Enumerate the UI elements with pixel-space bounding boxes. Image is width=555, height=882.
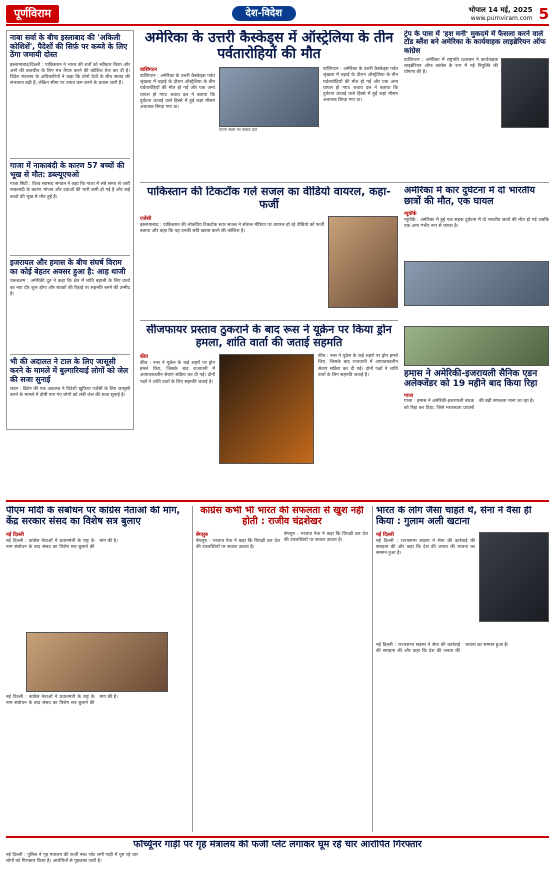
center-main-body-cont: वाशिंगटन : अमेरिका के उत्तरी कैस्केड्स पर्वत श्रृंखला में चढ़ाई के दौरान ऑस्ट्रेलिया के तीन पर्वतारोहियों की मौत हो गई और एक अन्य घायल हो गया। बचाव दल ने बताया कि दुर्घटना ऊंचाई वाले हिस्से में हुई जहां मौसम अचानक बिगड़ गया था। xyxy=(323,67,398,104)
official-portrait-photo xyxy=(501,58,549,128)
tiktok-star-photo xyxy=(328,216,398,308)
center-third-headline[interactable]: सीजफायर प्रस्ताव ठुकराने के बाद रूस ने यूक्रेन पर किया ड्रोन हमला, शांति वार्ता की जताई सहमति xyxy=(146,324,392,349)
left-mid-body: गाजा सिटी : विश्व स्वास्थ्य संगठन ने कहा कि गाजा में लंबे समय से जारी नाकाबंदी के कारण भोजन और दवाओं की भारी कमी हो गई है और कई बच्चों की भूख से मौत हुई है। xyxy=(10,182,130,200)
footer-body: नई दिल्ली : पुलिस ने गृह मंत्रालय की फर्जी नंबर प्लेट लगी गाड़ी में घूम रहे चार लोगों को गिरफ्तार किया है। आरोपितों से पूछताछ जारी है। xyxy=(6,852,138,865)
footer-headline[interactable]: फॉर्च्यूनर गाड़ी पर गृह मंत्रालय की फर्जी प्लेट लगाकर घूम रहे चार आरोपित गिरफ्तार xyxy=(133,840,422,850)
center-main-dateline: वाशिंगटन xyxy=(140,67,157,74)
masthead xyxy=(6,4,549,26)
bottom-mid-story xyxy=(196,506,368,832)
divider xyxy=(10,158,130,159)
bottom-mid-body: बेंगलुरु : भाजपा नेता ने कहा कि विपक्षी दल देश की उपलब्धियों पर सवाल उठाता है। xyxy=(196,538,280,550)
divider xyxy=(372,506,373,832)
center-second-headline[interactable]: पाकिस्तान की टिकटॉक गर्ल सजल का वीडियो वायरल, कहा-फर्जी xyxy=(147,186,391,211)
section-label: देश-विदेश xyxy=(232,6,297,21)
bottom-left-headline[interactable]: पीएम मोदी के संबोधन पर कांग्रेस नेताओं की मांग, केंद्र सरकार संसद का विशेष सत्र बुलाए xyxy=(6,506,181,527)
bottom-left-body: नई दिल्ली : कांग्रेस नेताओं ने प्रधानमंत्री के राष्ट्र के नाम संबोधन के बाद संसद का विशेष सत्र बुलाने की मांग की है। xyxy=(6,538,118,550)
bottom-right-body-cont: नई दिल्ली : राज्यसभा सदस्य ने सेना की कार्रवाई की सराहना की और कहा कि देश की जनता की भावना का सम्मान हुआ है। xyxy=(376,642,509,654)
bottom-mid-body-cont: बेंगलुरु : भाजपा नेता ने कहा कि विपक्षी दल देश की उपलब्धियों पर सवाल उठाता है। xyxy=(284,531,368,544)
divider xyxy=(140,320,398,321)
center-second-body: इस्लामाबाद : पाकिस्तान की लोकप्रिय टिकटॉक स्टार सजल ने सोशल मीडिया पर वायरल हो रहे वीडियो को फर्जी बताया और कहा कि यह उनकी छवि खराब करने की कोशिश है। xyxy=(140,223,324,235)
left-mid2-body: यरूशलम : अमेरिकी दूत ने कहा कि क्षेत्र में शांति बहाली के लिए वार्ता का नया दौर शुरू होगा और बंधकों की रिहाई पर सहमति बनने की उम्मीद है। xyxy=(10,279,130,297)
bottom-mid-headline[interactable]: कांग्रेस कभी भी भारत की सफलता से खुश नहीं होती : राजीव चंद्रशेखर xyxy=(200,506,364,527)
masthead-dateline xyxy=(468,6,532,22)
khatana-portrait-photo xyxy=(479,532,549,622)
site-url[interactable]: www.purnviram.com xyxy=(470,14,533,22)
drone-attack-photo xyxy=(219,354,314,464)
left-bottom-headline[interactable]: भी की अदालत ने टाल के लिए जासूसी करने के मामले में बुल्गारियाई लोगों को जेल की सजा सुनाई xyxy=(10,357,129,384)
right-third-story xyxy=(404,326,549,496)
center-third-body-cont: कीव : रूस ने यूक्रेन के कई शहरों पर ड्रोन हमले किए, जिसके बाद राजधानी में आपातकालीन सेवाएं सक्रिय कर दी गईं। दोनों पक्षों ने शांति वार्ता के लिए सहमति जताई है। xyxy=(318,354,398,378)
accident-photo xyxy=(404,261,549,306)
right-top-body: वाशिंगटन : अमेरिका में राष्ट्रपति प्रशासन ने कार्यवाहक लाइब्रेरियन ऑफ कांग्रेस के रूप में नई नियुक्ति की घोषणा की है। xyxy=(404,57,498,76)
rescue-photo xyxy=(219,67,319,127)
center-third-body: कीव : रूस ने यूक्रेन के कई शहरों पर ड्रोन हमले किए, जिसके बाद राजधानी में आपातकालीन सेवाएं सक्रिय कर दी गईं। दोनों पक्षों ने शांति वार्ता के लिए सहमति जताई है। xyxy=(140,361,215,385)
right-third-body: गाजा : हमास ने अमेरिकी-इजरायली बंधक को रिहा कर दिया, जिसे मध्यस्थता प्रयासों की बड़ी सफलता माना जा रहा है। xyxy=(404,399,535,411)
bottom-left-dateline: नई दिल्ली xyxy=(6,531,24,538)
footer-story xyxy=(6,840,549,878)
divider xyxy=(10,255,130,256)
hostage-release-photo xyxy=(404,326,549,366)
bottom-mid-dateline: बेंगलुरु xyxy=(196,531,209,538)
issue-date: भोपाल 14 मई, 2025 xyxy=(468,6,533,15)
center-second-story xyxy=(140,186,398,316)
left-column xyxy=(6,30,134,430)
left-top-headline[interactable]: नाबा सर्वा के बीच इस्लाबाद की 'अकिली कोशिशें', पैदेशों की सिर्फ़ पर कब्जे के लिए ठेंगा जमायी दोस्त xyxy=(10,33,128,60)
right-mid-story xyxy=(404,186,549,321)
section-title xyxy=(59,7,468,21)
left-mid-headline[interactable]: गाजा में नाकाबंदी के कारण 57 बच्चों की भूख से मौत: डब्ल्यूएचओ xyxy=(10,160,125,179)
divider xyxy=(192,506,193,832)
right-third-dateline: गाजा xyxy=(404,392,414,399)
bottom-right-dateline: नई दिल्ली xyxy=(376,531,394,538)
bottom-right-story xyxy=(376,506,549,832)
right-third-headline[interactable]: हमास ने अमेरिकी-इजरायली सैनिक एडन अलेक्जेंडर को 19 महीने बाद किया रिहा xyxy=(404,369,538,390)
bottom-left-body-cont: नई दिल्ली : कांग्रेस नेताओं ने प्रधानमंत्री के राष्ट्र के नाम संबोधन के बाद संसद का विशेष सत्र बुलाने की मांग की है। xyxy=(6,694,118,706)
rescue-photo-caption: घटना स्थल पर बचाव दल xyxy=(219,127,257,133)
page-number: 5 xyxy=(538,4,549,23)
center-main-body: वाशिंगटन : अमेरिका के उत्तरी कैस्केड्स पर्वत श्रृंखला में चढ़ाई के दौरान ऑस्ट्रेलिया के तीन पर्वतारोहियों की मौत हो गई और एक अन्य घायल हो गया। बचाव दल ने बताया कि दुर्घटना ऊंचाई वाले हिस्से में हुई जहां मौसम अचानक बिगड़ गया था। xyxy=(140,73,215,110)
center-third-dateline: कीव xyxy=(140,354,148,361)
right-mid-body: न्यूयॉर्क : अमेरिका में हुई एक सड़क दुर्घटना में दो भारतीय छात्रों की मौत हो गई जबकि एक अन्य गंभीर रूप से घायल है। xyxy=(404,217,549,229)
bottom-right-body: नई दिल्ली : राज्यसभा सदस्य ने सेना की कार्रवाई की सराहना की और कहा कि देश की जनता की भावना का सम्मान हुआ है। xyxy=(376,538,475,556)
left-top-body: इस्लामाबाद/दिल्ली : पाकिस्तान ने भारत की शर्तों को स्वीकार किया और आगे की बातचीत के लिए मंच तैयार करने की कोशिश तेज कर दी है। विदेश मंत्रालय के अधिकारियों ने कहा कि दोनों देशों के बीच संवाद की संभावना बढ़ी है, लेकिन सीमा पर तनाव कम करने के प्रयास जारी हैं। xyxy=(10,62,130,87)
center-main-story xyxy=(140,30,398,180)
center-main-headline[interactable]: अमेरिका के उत्तरी कैस्केड्स में ऑस्ट्रेलिया के तीन पर्वतारोहियों की मौत xyxy=(144,30,394,63)
center-second-dateline: एजेंसी xyxy=(140,216,152,223)
center-third-story xyxy=(140,324,398,494)
left-mid2-headline[interactable]: इजरायल और हमास के बीच संघर्ष विराम का कोई बेहतर अवसर हुआ है: आह थाजी xyxy=(10,258,126,276)
divider xyxy=(6,836,549,838)
divider xyxy=(140,182,549,183)
bottom-right-headline[interactable]: भारत के लोग जैसा चाहते थे, सेना ने वैसा ही किया : गुलाम अली खटाना xyxy=(376,506,532,527)
right-mid-headline[interactable]: अमेरिका में कार दुर्घटना में दो भारतीय छात्रों की मौत, एक घायल xyxy=(404,186,535,207)
divider xyxy=(10,354,130,355)
congress-leader-photo xyxy=(26,632,168,692)
right-top-story xyxy=(404,30,549,180)
left-bottom-body: लंदन : ब्रिटेन की एक अदालत ने विदेशी खुफिया एजेंसी के लिए जासूसी करने के मामले में दोषी पाए गए लोगों को लंबी जेल की सजा सुनाई है। xyxy=(10,387,130,399)
divider xyxy=(6,500,549,502)
right-mid-dateline: न्यूयॉर्क xyxy=(404,210,417,217)
right-top-headline[interactable]: ट्रंप के पास में 'हश मनी' मुकदमे में फैसला करने वाले टॉड ब्लैंश बने अमेरिका के कार्यवाहक लाइब्रेरियन ऑफ कांग्रेस xyxy=(404,30,546,55)
bottom-left-story xyxy=(6,506,188,832)
brand-logo: पूर्णविराम xyxy=(6,5,59,24)
